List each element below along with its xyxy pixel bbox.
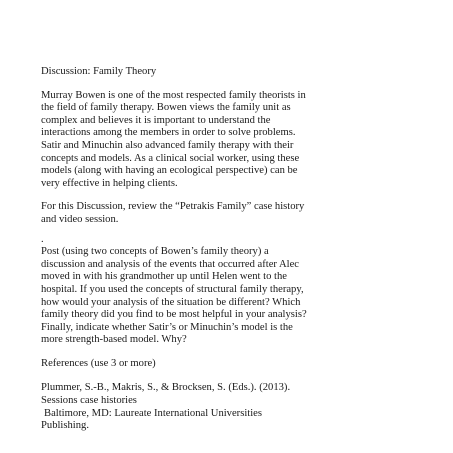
text-line: discussion and analysis of the events that occurred after Alec [41, 258, 299, 270]
text-line: Murray Bowen is one of the most respected family theorists in [41, 89, 306, 101]
reference-entry [41, 382, 421, 432]
text-line: complex and believes it is important to understand the [41, 114, 271, 126]
text-line: hospital. If you used the concepts of structural family therapy, [41, 283, 304, 295]
text-line: concepts and models. As a clinical social worker, using these [41, 152, 300, 164]
text-line: moved in with his grandmother up until Helen went to the [41, 271, 287, 283]
title-line: Discussion: Family Theory [41, 66, 157, 77]
discussion-instructions-paragraph [41, 201, 421, 226]
text-line: models (along with having an ecological perspective) can be [41, 165, 298, 177]
text-line: very effective in helping clients. [41, 177, 178, 189]
text-line: family theory did you find to be most helpful in your analysis? [41, 309, 307, 321]
text-line: and video session. [41, 213, 119, 225]
text-line: Plummer, S.-B., Makris, S., & Brocksen, S. (Eds.). (2013). [41, 382, 291, 394]
text-line: Finally, indicate whether Satir’s or Minuchin’s model is the [41, 321, 293, 333]
intro-paragraph [41, 90, 421, 191]
post-prompt-paragraph [41, 246, 421, 347]
text-line: Sessions case histories [41, 395, 137, 407]
document-title [41, 66, 421, 79]
text-line: how would your analysis of the situation be different? Which [41, 296, 301, 308]
text-line: Post (using two concepts of Bowen’s family theory) a [41, 246, 269, 258]
text-line: Publishing. [41, 420, 89, 432]
document-body [41, 66, 421, 433]
text-line: For this Discussion, review the “Petrakis Family” case history [41, 201, 305, 213]
dot-line: . [41, 233, 44, 245]
text-line: Baltimore, MD: Laureate International Universities [44, 407, 262, 419]
text-line: interactions among the members in order to solve problems. [41, 127, 296, 139]
bullet-dot [41, 234, 421, 247]
references-heading [41, 358, 421, 371]
text-line: more strength-based model. Why? [41, 334, 187, 346]
text-line: Satir and Minuchin also advanced family therapy with their [41, 139, 294, 151]
heading-line: References (use 3 or more) [41, 357, 156, 369]
text-line: the field of family therapy. Bowen views the family unit as [41, 102, 291, 114]
